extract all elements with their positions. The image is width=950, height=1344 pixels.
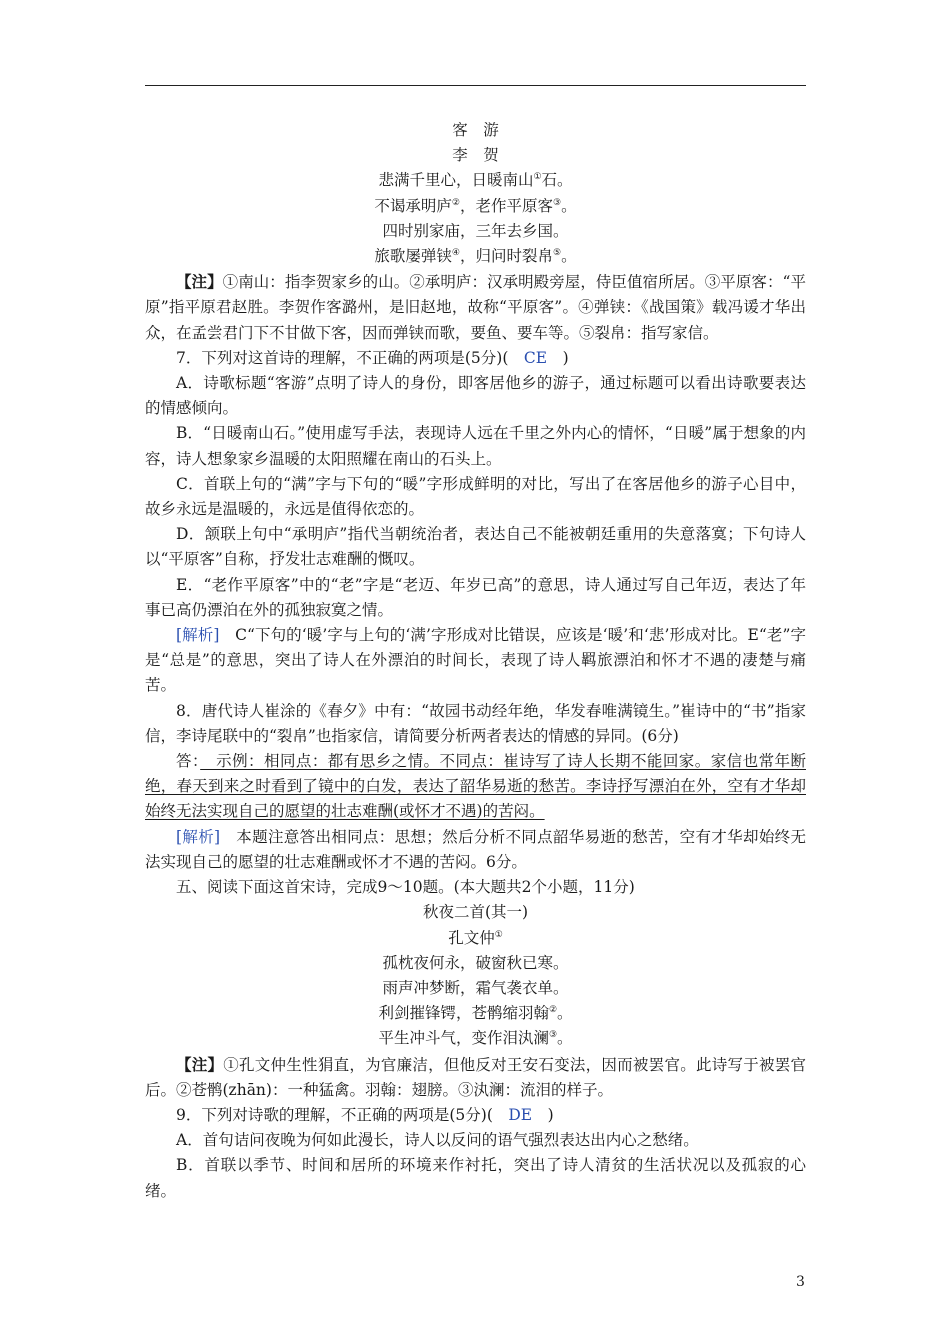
question-8-analysis: [解析] 本题注意答出相同点：思想；然后分析不同点韶华易逝的愁苦，空有才华却始终无法实现自己的愿望的壮志难酬或怀才不遇的苦闷。6分。 (145, 827, 806, 871)
poem1-line-1: 悲满千里心，日暖南山①石。 (378, 171, 573, 190)
poem2-notes: 【注】①孔文仲生性狷直，为官廉洁，但他反对王安石变法，因而被罢官。此诗写于被罢官后。②苍鹘(zhān)：一种猛禽。羽翰：翅膀。③汍澜：流泪的样子。 (145, 1054, 806, 1099)
poem2-title: 秋夜二首(其一) (422, 903, 529, 922)
question-7-option-c: C．首联上句的“满”字与下句的“暖”字形成鲜明的对比，写出了在客居他乡的游子心目中，故乡永远是温暖的，永远是值得依恋的。 (145, 474, 806, 519)
poem1-line-4: 旅歌屡弹铗④，归问时裂帛⑤。 (374, 247, 577, 266)
question-7-option-d: D．颔联上句中“承明庐”指代当朝统治者，表达自己不能被朝廷重用的失意落寞；下句诗人以“平原客”自称，抒发壮志难酬的慨叹。 (145, 525, 806, 569)
poem1-line-2: 不谒承明庐②，老作平原客③。 (374, 196, 577, 215)
section-5-heading: 五、阅读下面这首宋诗，完成9～10题。(本大题共2个小题，11分) (176, 878, 635, 897)
question-9-answer: DE (508, 1105, 533, 1124)
page-content (145, 118, 806, 1204)
question-7-option-e: E．“老作平原客”中的“老”字是“老迈、年岁已高”的意思，诗人通过写自己年迈，表达了年事已高仍漂泊在外的孤独寂寞之情。 (145, 575, 806, 619)
question-7-answer: CE (523, 348, 548, 367)
poem2-author: 孔文仲① (448, 928, 503, 947)
question-9-option-b: B．首联以季节、时间和居所的环境来作衬托，突出了诗人清贫的生活状况以及孤寂的心绪。 (145, 1156, 806, 1200)
poem1-line-3: 四时别家庙，三年去乡国。 (382, 221, 569, 240)
poem2-line-3: 利剑摧锋锷，苍鹘缩羽翰②。 (378, 1004, 573, 1023)
question-7-analysis: [解析] C“下句的‘暖’字与上句的‘满’字形成对比错误，应该是‘暖’和‘悲’形成对比。E“老”字是“总是”的意思，突出了诗人在外漂泊的时间长，表现了诗人羁旅漂泊和怀才不遇的凄楚与痛苦。 (145, 626, 806, 695)
poem1-title: 客 游 (452, 121, 499, 139)
question-8-answer: 答： 示例：相同点：都有思乡之情。不同点：崔诗写了诗人长期不能回家。家信也常年断绝，春天到来之时看到了镜中的白发，表达了韶华易逝的愁苦。李诗抒写漂泊在外，空有才华却始终无法实现自己的愿望的壮志难酬(或怀才不遇)的苦闷。 (145, 752, 806, 821)
question-9-option-a: A．首句诘问夜晚为何如此漫长，诗人以反问的语气强烈表达出内心之愁绪。 (176, 1131, 699, 1150)
poem1-notes: 【注】①南山：指李贺家乡的山。②承明庐：汉承明殿旁屋，侍臣值宿所居。③平原客：“平原”指平原君赵胜。李贺作客潞州，是旧赵地，故称“平原客”。④弹铗：《战国策》载冯谖才华出众，在孟尝君门下不甘做下客，因而弹铗而歌，要鱼、要车等。⑤裂帛：指写家信。 (145, 272, 806, 342)
poem2-line-1: 孤枕夜何永，破窗秋已寒。 (382, 953, 569, 972)
question-9-stem: 9．下列对诗歌的理解，不正确的两项是(5分)( DE ) (176, 1105, 554, 1124)
poem2-line-4: 平生冲斗气，变作泪汍澜③。 (378, 1029, 573, 1048)
question-7-stem: 7．下列对这首诗的理解，不正确的两项是(5分)( CE ) (176, 348, 569, 367)
question-7-option-a: A．诗歌标题“客游”点明了诗人的身份，即客居他乡的游子，通过标题可以看出诗歌要表达的情感倾向。 (145, 374, 806, 418)
poem1-author: 李 贺 (452, 146, 499, 165)
question-8-stem: 8．唐代诗人崔涂的《春夕》中有：“故园书动经年绝，华发春唯满镜生。”崔诗中的“书”指家信，李诗尾联中的“裂帛”也指家信，请简要分析两者表达的情感的异同。(6分) (145, 701, 806, 745)
page-number: 3 (796, 1274, 805, 1290)
poem2-line-2: 雨声冲梦断，霜气袭衣单。 (382, 978, 569, 997)
header-rule (145, 85, 806, 86)
question-7-option-b: B．“日暖南山石。”使用虚写手法，表现诗人远在千里之外内心的情怀，“日暖”属于想象的内容，诗人想象家乡温暖的太阳照耀在南山的石头上。 (145, 424, 806, 468)
